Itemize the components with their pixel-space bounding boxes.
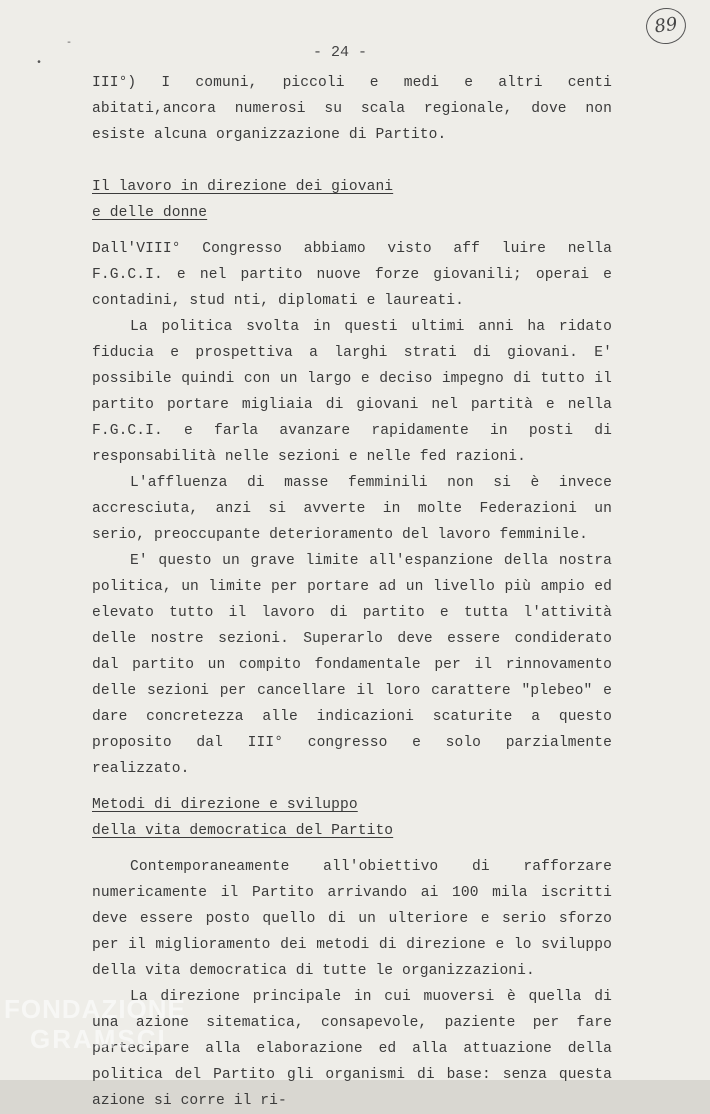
section-heading: e delle donne (92, 205, 208, 221)
paragraph: La direzione principale in cui muoversi è quella di una azione sitematica, consapevole, paziente per fare partecipare alla elaborazione ed alla attuazione della politica del Partito gli organismi di base: senza questa azione si corre il ri- (92, 989, 612, 1109)
section-heading: Il lavoro in direzione dei giovani (92, 179, 394, 195)
paragraph: Contemporaneamente all'obiettivo di rafforzare numericamente il Partito arrivando ai 100 mila iscritti deve essere posto quello di un ulteriore e serio sforzo per il miglioramento dei metodi di direzione e lo sviluppo della vita democratica di tutte le organizzazioni. (92, 859, 612, 979)
margin-mark: - (66, 38, 73, 49)
paragraph: L'affluenza di masse femminili non si è invece accresciuta, anzi si avverte in molte Federazioni un serio, preoccupante deterioramento del lavoro femminile. (92, 475, 612, 543)
section-heading: Metodi di direzione e sviluppo (92, 797, 358, 813)
paragraph: Dall'VIII° Congresso abbiamo visto aff luire nella F.G.C.I. e nel partito nuove forze giovanili; operai e contadini, stud nti, diplomati e laureati. (92, 241, 612, 309)
section-heading: della vita democratica del Partito (92, 823, 394, 839)
paragraph: III°) I comuni, piccoli e medi e altri centi abitati,ancora numerosi su scala regionale, dove non esiste alcuna organizzazione di Partito. (92, 75, 612, 143)
watermark-line: GRAMSCI (30, 1024, 167, 1054)
watermark-line: FONDAZIONE (4, 994, 186, 1024)
paragraph: E' questo un grave limite all'espanzione della nostra politica, un limite per portare ad un livello più ampio ed elevato tutto il lavoro di partito e tutta l'attività delle nostre sezioni. Superarlo deve essere condiderato dal partito un compito fondamentale per il rinnovamento delle sezioni per cancellare il loro carattere "plebeo" e dare concretezza alle indicazioni scaturite a questo proposito dal III° congresso e solo parzialmente realizzato. (92, 553, 612, 777)
document-body (92, 70, 612, 1114)
archive-watermark (4, 996, 186, 1052)
page-number: - 24 - (312, 44, 367, 61)
paragraph: La politica svolta in questi ultimi anni ha ridato fiducia e prospettiva a larghi strati di giovani. E' possibile quindi con un largo e deciso impegno di tutto il partito portare migliaia di giovani nel partità e nella F.G.C.I. e farla avanzare rapidamente in posti di responsabilità nelle sezioni e nelle fed razioni. (92, 319, 612, 465)
margin-mark: • (36, 58, 43, 69)
archive-number-stamp: 89 (644, 5, 689, 46)
